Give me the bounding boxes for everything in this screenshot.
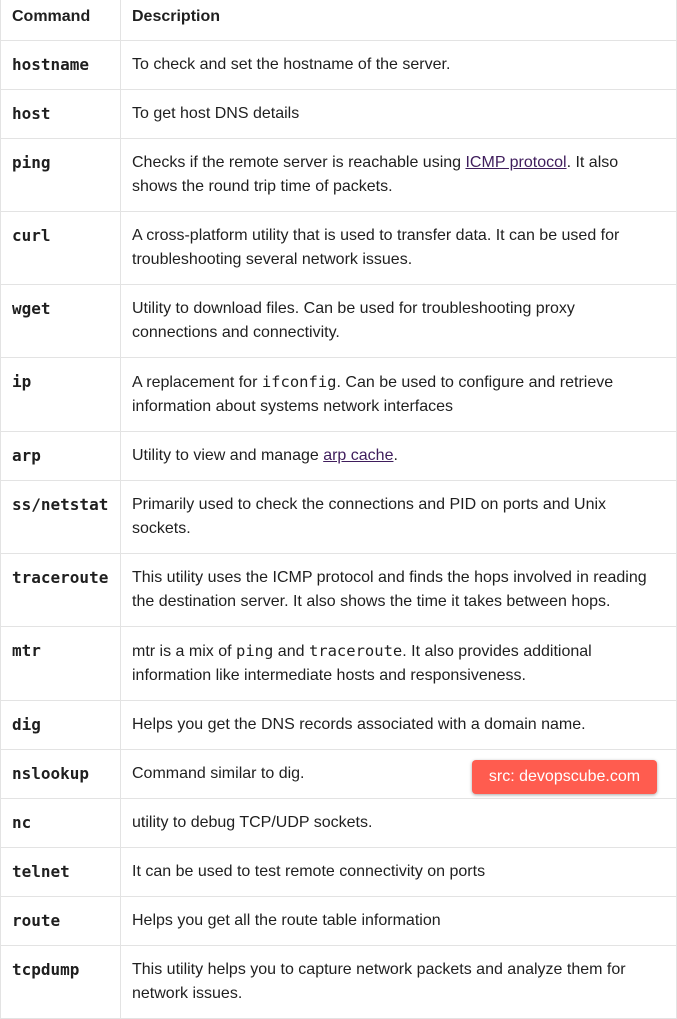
command-name: ping: [1, 139, 121, 212]
table-body: [1, 41, 677, 1019]
command-description: [121, 946, 677, 1019]
command-description: [121, 897, 677, 946]
command-name: host: [1, 90, 121, 139]
command-description: [121, 41, 677, 90]
command-description: [121, 627, 677, 701]
table-row: [1, 212, 677, 285]
description-text: A cross-platform utility that is used to transfer data. It can be used for troubleshooting several network issues.: [132, 227, 620, 268]
command-name: tcpdump: [1, 946, 121, 1019]
description-text: To check and set the hostname of the server.: [132, 56, 451, 73]
description-column-header: Description: [121, 0, 677, 41]
description-link[interactable]: arp cache: [323, 447, 394, 464]
description-text: Command similar to dig.: [132, 765, 305, 782]
description-text: Helps you get the DNS records associated with a domain name.: [132, 716, 586, 733]
table-row: [1, 897, 677, 946]
command-name: route: [1, 897, 121, 946]
table-row: [1, 627, 677, 701]
command-name: dig: [1, 701, 121, 750]
table-row: [1, 432, 677, 481]
description-text: . It also provides additional information like intermediate hosts and responsiveness.: [132, 643, 592, 684]
description-text: Utility to download files. Can be used for troubleshooting proxy connections and connectivity.: [132, 300, 575, 341]
command-description: [121, 481, 677, 554]
description-text: . Can be used to configure and retrieve information about systems network interfaces: [132, 374, 614, 415]
description-text: This utility helps you to capture network packets and analyze them for network issues.: [132, 961, 626, 1002]
description-text: Primarily used to check the connections and PID on ports and Unix sockets.: [132, 496, 607, 537]
description-text: To get host DNS details: [132, 105, 300, 122]
description-text: . It also shows the round trip time of packets.: [132, 154, 619, 195]
command-description: [121, 90, 677, 139]
command-name: mtr: [1, 627, 121, 701]
command-description: [121, 212, 677, 285]
description-text: .: [393, 447, 398, 464]
table-row: [1, 701, 677, 750]
description-text: utility to debug TCP/UDP sockets.: [132, 814, 373, 831]
table-row: [1, 481, 677, 554]
table-row: [1, 946, 677, 1019]
command-name: traceroute: [1, 554, 121, 627]
command-description: [121, 701, 677, 750]
description-text: This utility uses the ICMP protocol and finds the hops involved in reading the destination server. It also shows the time it takes between hops.: [132, 569, 647, 610]
description-text: A replacement for: [132, 374, 262, 391]
command-name: telnet: [1, 848, 121, 897]
command-description: [121, 358, 677, 432]
command-name: wget: [1, 285, 121, 358]
command-description: [121, 139, 677, 212]
command-description: [121, 432, 677, 481]
command-name: nslookup: [1, 750, 121, 799]
description-text: and: [273, 643, 309, 660]
description-text: mtr is a mix of: [132, 643, 237, 660]
command-name: nc: [1, 799, 121, 848]
command-description: [121, 285, 677, 358]
command-description: [121, 799, 677, 848]
table-row: [1, 139, 677, 212]
inline-code: ifconfig: [261, 373, 337, 391]
command-name: arp: [1, 432, 121, 481]
description-link[interactable]: ICMP protocol: [465, 154, 567, 171]
command-description: [121, 848, 677, 897]
table-row: [1, 90, 677, 139]
table-row: [1, 358, 677, 432]
description-text: It can be used to test remote connectivity on ports: [132, 863, 486, 880]
table-row: [1, 285, 677, 358]
command-name: ip: [1, 358, 121, 432]
table-row: [1, 799, 677, 848]
inline-code: traceroute: [308, 642, 403, 660]
inline-code: ping: [236, 642, 274, 660]
command-column-header: Command: [1, 0, 121, 41]
command-description: [121, 554, 677, 627]
source-badge: src: devopscube.com: [472, 760, 657, 794]
command-name: hostname: [1, 41, 121, 90]
description-text: Checks if the remote server is reachable using: [132, 154, 466, 171]
description-text: Helps you get all the route table information: [132, 912, 441, 929]
table-row: [1, 848, 677, 897]
table-row: [1, 554, 677, 627]
header-row: [1, 0, 677, 41]
table-row: [1, 41, 677, 90]
command-name: curl: [1, 212, 121, 285]
command-name: ss/netstat: [1, 481, 121, 554]
description-text: Utility to view and manage: [132, 447, 324, 464]
